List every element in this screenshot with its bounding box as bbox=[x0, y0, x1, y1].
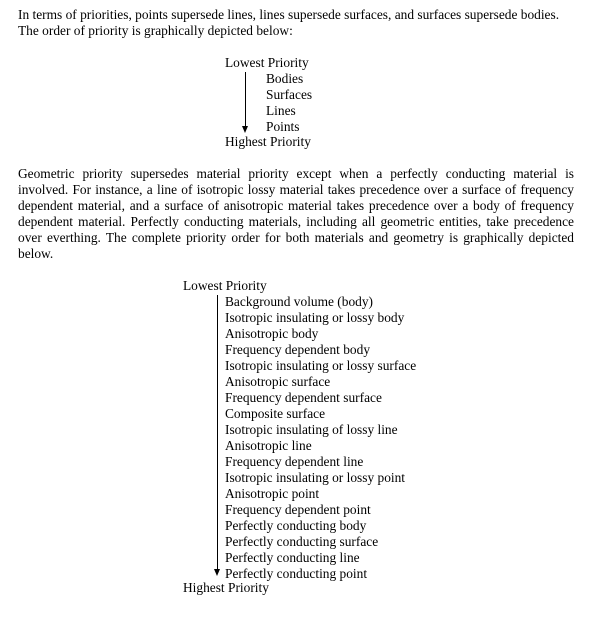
paragraph-line: dependent material, and a surface of anisotropic material takes precedence over a body of frequency bbox=[18, 198, 574, 213]
priority-arrow-shaft bbox=[217, 295, 218, 570]
list-item: Anisotropic surface bbox=[225, 374, 331, 389]
paragraph-line: below. bbox=[18, 246, 54, 261]
list-item: Perfectly conducting line bbox=[225, 550, 360, 565]
material-priority-paragraph bbox=[18, 166, 574, 262]
list-item: Bodies bbox=[266, 71, 304, 86]
intro-line: In terms of priorities, points supersede lines, lines supersede surfaces, and surfaces supersede bodies. bbox=[18, 7, 560, 22]
lowest-priority-label: Lowest Priority bbox=[225, 55, 309, 70]
list-item: Background volume (body) bbox=[225, 294, 374, 309]
arrow-down-icon bbox=[242, 126, 248, 133]
list-item: Frequency dependent surface bbox=[225, 390, 382, 405]
list-item: Frequency dependent body bbox=[225, 342, 371, 357]
priority-arrow-shaft bbox=[245, 72, 246, 127]
list-item: Anisotropic point bbox=[225, 486, 320, 501]
list-item: Anisotropic line bbox=[225, 438, 312, 453]
list-item: Perfectly conducting surface bbox=[225, 534, 379, 549]
complete-priority-list bbox=[225, 294, 416, 582]
lowest-priority-label: Lowest Priority bbox=[183, 278, 267, 293]
paragraph-line: involved. For instance, a line of isotropic lossy material takes precedence over a surface of frequency bbox=[18, 182, 574, 197]
list-item: Surfaces bbox=[266, 87, 313, 102]
list-item: Frequency dependent point bbox=[225, 502, 371, 517]
paragraph-line: dependent material. Perfectly conducting materials, including all geometric entities, take precedence bbox=[18, 214, 574, 229]
intro-paragraph bbox=[18, 7, 574, 39]
list-item: Composite surface bbox=[225, 406, 326, 421]
list-item: Perfectly conducting point bbox=[225, 566, 368, 581]
list-item: Isotropic insulating or lossy point bbox=[225, 470, 406, 485]
list-item: Isotropic insulating or lossy body bbox=[225, 310, 405, 325]
list-item: Frequency dependent line bbox=[225, 454, 364, 469]
geometry-priority-list bbox=[266, 71, 312, 135]
list-item: Anisotropic body bbox=[225, 326, 319, 341]
paragraph-line: Geometric priority supersedes material priority except when a perfectly conducting material is bbox=[18, 166, 574, 181]
list-item: Isotropic insulating or lossy surface bbox=[225, 358, 417, 373]
list-item: Points bbox=[266, 119, 300, 134]
paragraph-line: over everthing. The complete priority order for both materials and geometry is graphically depicted bbox=[18, 230, 574, 245]
list-item: Lines bbox=[266, 103, 296, 118]
list-item: Perfectly conducting body bbox=[225, 518, 367, 533]
arrow-down-icon bbox=[214, 569, 220, 576]
highest-priority-label: Highest Priority bbox=[183, 580, 269, 595]
intro-line: The order of priority is graphically depicted below: bbox=[18, 23, 293, 38]
list-item: Isotropic insulating of lossy line bbox=[225, 422, 398, 437]
highest-priority-label: Highest Priority bbox=[225, 134, 311, 149]
